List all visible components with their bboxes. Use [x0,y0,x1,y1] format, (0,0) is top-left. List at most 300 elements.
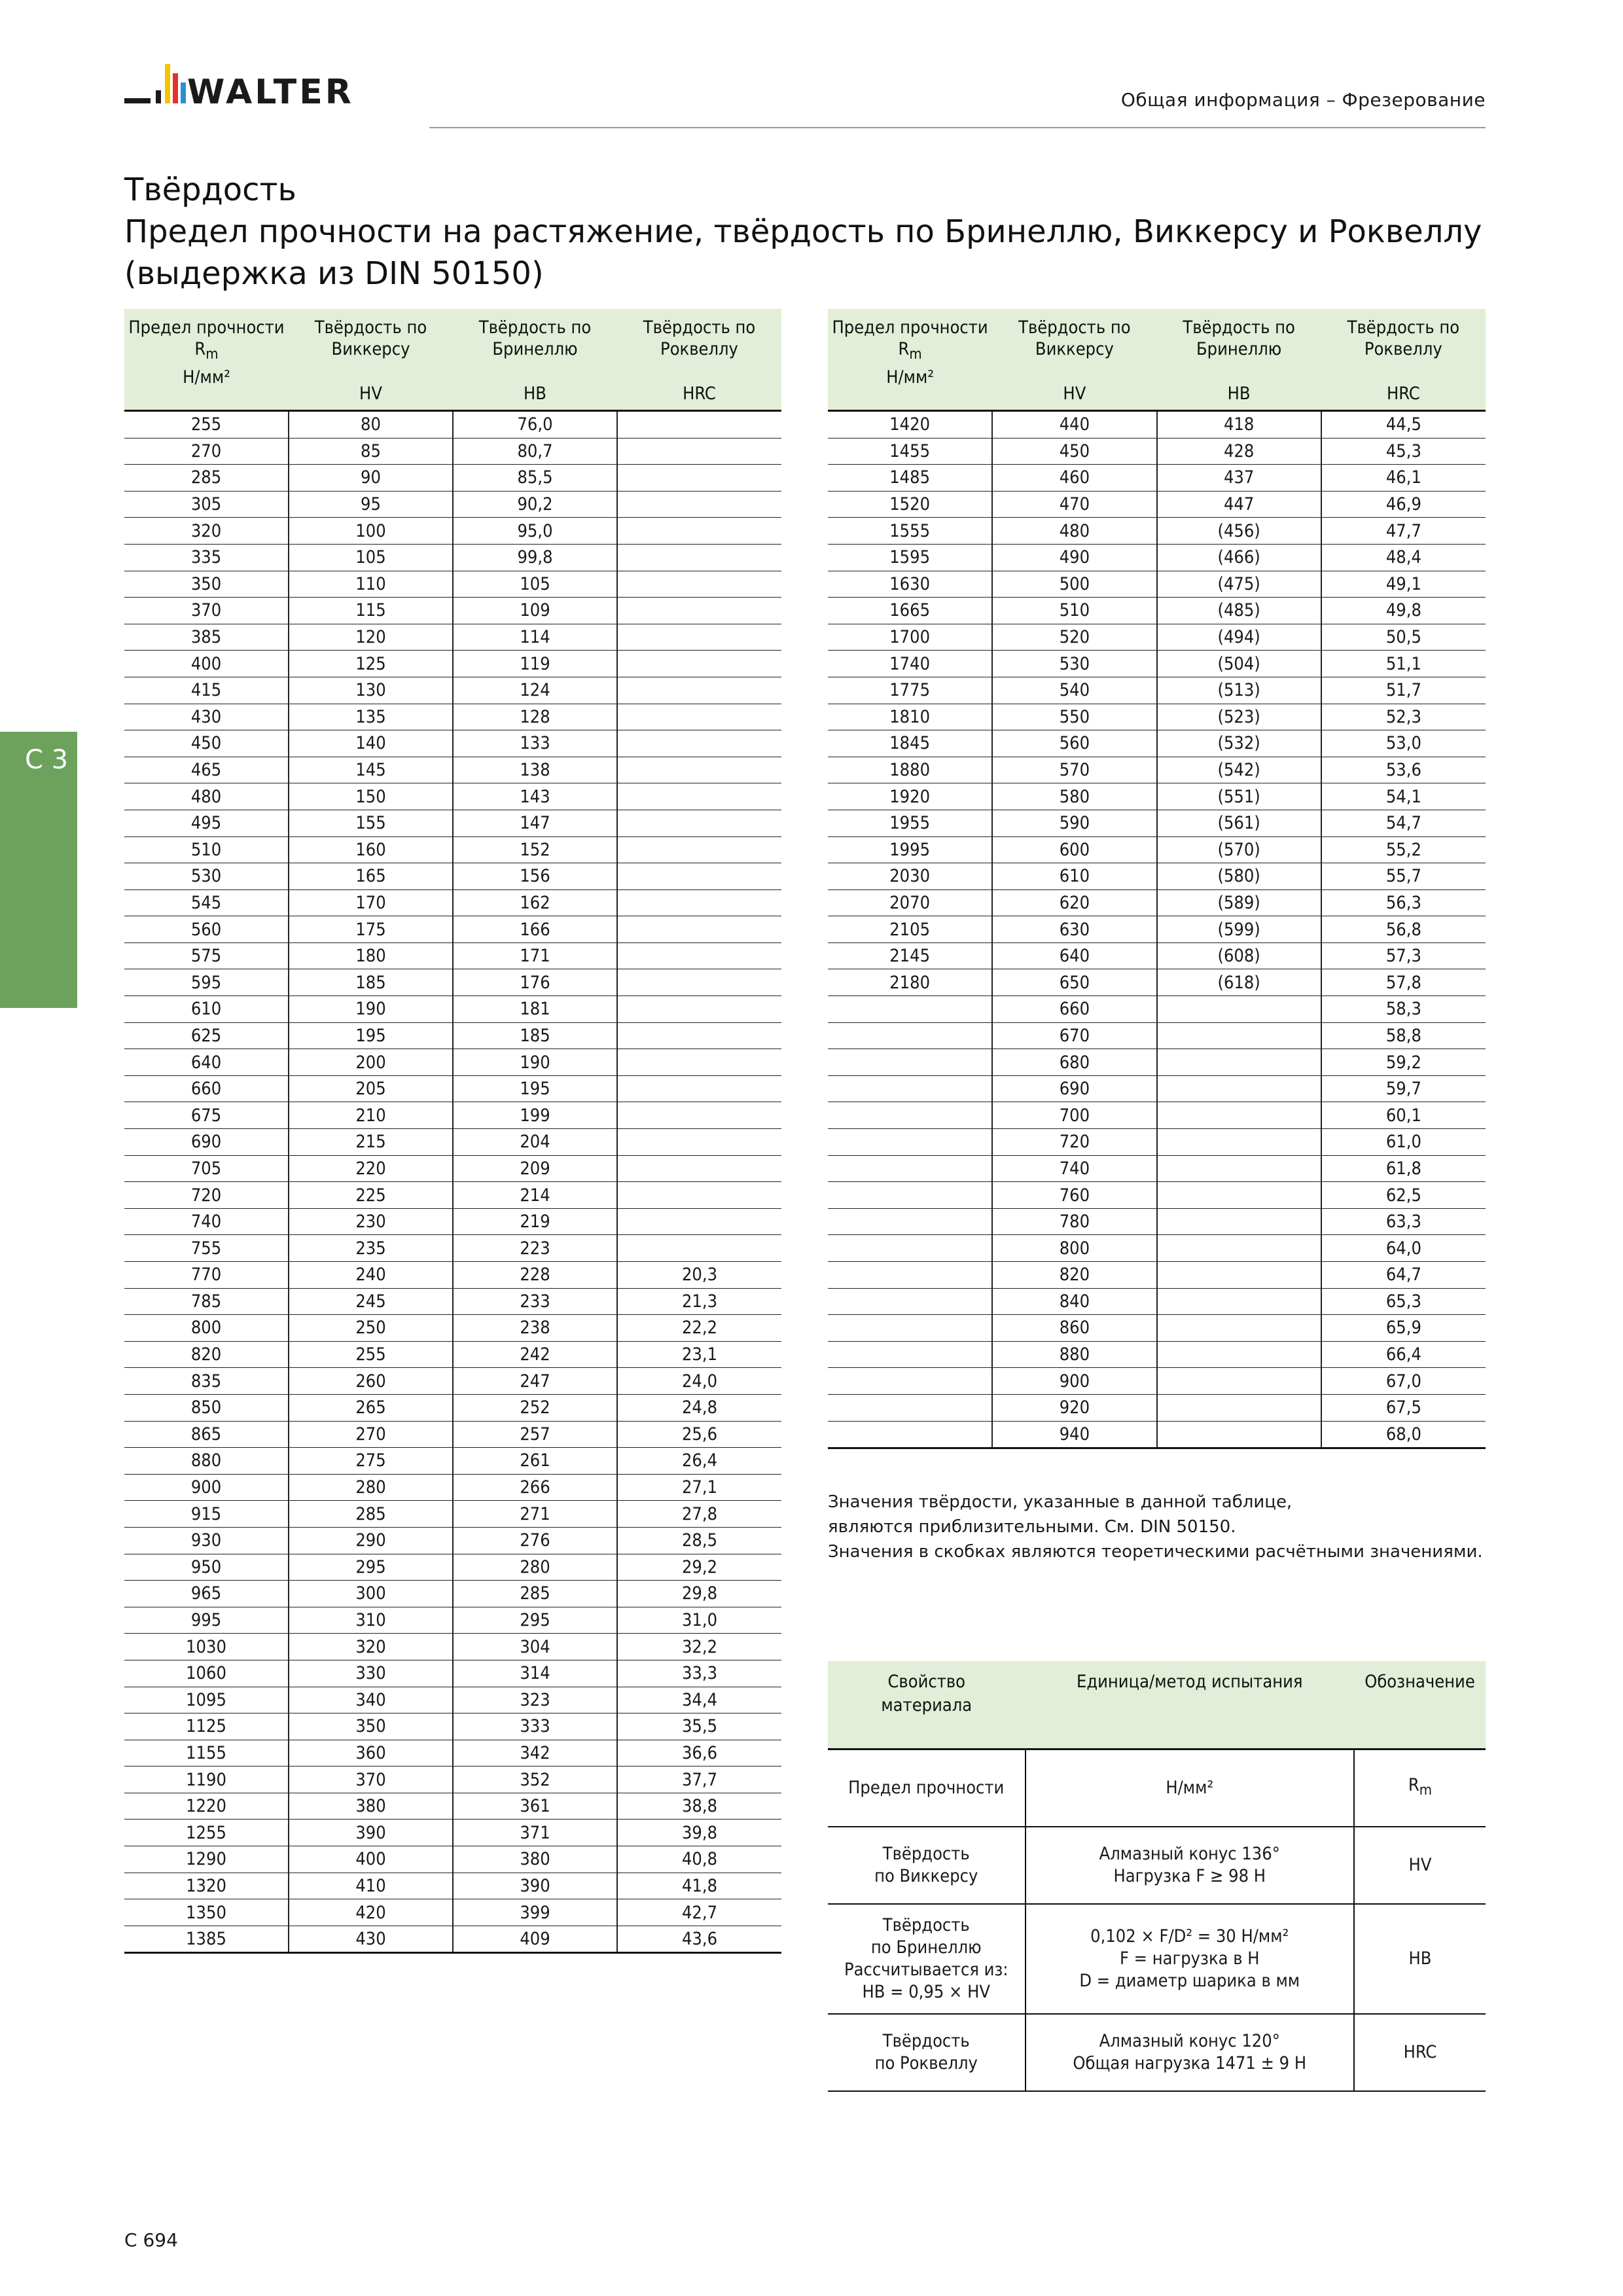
table-cell [617,598,781,624]
table-cell [828,1102,992,1129]
table-cell [617,438,781,465]
table-row [124,1208,781,1235]
props-cell: HRC [1354,2014,1486,2091]
table-row [828,889,1486,916]
table-cell: 29,2 [617,1554,781,1581]
table-cell [617,677,781,704]
table-cell: 55,2 [1321,836,1486,863]
table-cell: 600 [992,836,1156,863]
table-cell: 85 [289,438,453,465]
table-cell: 195 [289,1022,453,1049]
table-cell: 50,5 [1321,624,1486,651]
table-row [124,757,781,783]
table-cell: 223 [453,1235,617,1262]
table-cell: 1350 [124,1899,289,1926]
props-cell: Предел прочности [828,1749,1026,1827]
table-cell: 21,3 [617,1288,781,1315]
table-cell: 800 [124,1315,289,1342]
table-cell: 40,8 [617,1846,781,1873]
table-cell [617,1235,781,1262]
col-header-strength: Предел прочности $R_m$ Н/мм² [124,309,289,411]
brand-text: WALTER [187,73,354,112]
table-cell: 105 [289,544,453,571]
table-row [828,598,1486,624]
table-cell: 440 [992,411,1156,439]
table-cell: 35,5 [617,1713,781,1740]
table-cell [828,1129,992,1156]
table-row [124,677,781,704]
table-cell: 2030 [828,863,992,890]
table-row [124,1288,781,1315]
table-cell [828,1315,992,1342]
table-cell: 740 [124,1208,289,1235]
table-cell: 43,6 [617,1926,781,1953]
table-cell [828,1368,992,1395]
table-cell [617,571,781,598]
table-cell [1157,1421,1321,1448]
table-cell: 210 [289,1102,453,1129]
table-row [828,1049,1486,1076]
table-row [124,996,781,1023]
table-cell: 800 [992,1235,1156,1262]
table-row [124,1713,781,1740]
table-cell: 51,7 [1321,677,1486,704]
table-cell: 545 [124,889,289,916]
table-cell [617,411,781,439]
table-cell: 480 [124,783,289,810]
table-cell: 295 [453,1607,617,1634]
table-cell: 1190 [124,1767,289,1793]
table-cell: 560 [124,916,289,943]
table-row [124,1421,781,1448]
table-cell: 610 [124,996,289,1023]
table-cell: 850 [124,1394,289,1421]
table-cell: 252 [453,1394,617,1421]
table-cell: 2180 [828,969,992,996]
table-cell: (618) [1157,969,1321,996]
table-cell: (466) [1157,544,1321,571]
table-cell: 860 [992,1315,1156,1342]
table-cell [828,1394,992,1421]
table-cell: 109 [453,598,617,624]
table-cell: 46,1 [1321,465,1486,492]
table-cell: 570 [992,757,1156,783]
col-header-vickers: Твёрдость по Виккерсу HV [992,309,1156,411]
table-cell [1157,1394,1321,1421]
table-cell: 1555 [828,518,992,545]
table-cell: 271 [453,1501,617,1528]
table-cell: 261 [453,1448,617,1475]
table-row [124,1474,781,1501]
table-cell: 465 [124,757,289,783]
table-cell: 470 [992,491,1156,518]
table-cell: 95 [289,491,453,518]
table-cell: 630 [992,916,1156,943]
table-cell: 65,3 [1321,1288,1486,1315]
table-cell: 152 [453,836,617,863]
table-row [124,836,781,863]
table-row [124,730,781,757]
table-cell [828,1155,992,1182]
table-cell: 242 [453,1341,617,1368]
table-row [124,1926,781,1953]
table-cell: 38,8 [617,1793,781,1820]
table-cell: (542) [1157,757,1321,783]
page-title [124,169,1482,295]
table-cell: 175 [289,916,453,943]
table-cell: 1385 [124,1926,289,1953]
table-row [124,1687,781,1713]
table-row [124,1262,781,1289]
table-cell: 119 [453,651,617,677]
table-cell: 1740 [828,651,992,677]
table-cell: 595 [124,969,289,996]
table-cell: 1920 [828,783,992,810]
table-row [828,863,1486,890]
table-cell: 190 [289,996,453,1023]
table-cell: 400 [289,1846,453,1873]
table-cell: 41,8 [617,1873,781,1899]
table-cell: 785 [124,1288,289,1315]
table-cell: 285 [289,1501,453,1528]
table-cell: 380 [289,1793,453,1820]
table-row [124,1607,781,1634]
table-cell: 171 [453,942,617,969]
table-row [124,1075,781,1102]
table-cell [617,889,781,916]
table-cell [828,1421,992,1448]
table-cell [617,1022,781,1049]
table-cell: (551) [1157,783,1321,810]
table-row [828,491,1486,518]
table-cell: 490 [992,544,1156,571]
table-cell: 900 [124,1474,289,1501]
props-header-symbol: Обозначение [1354,1661,1486,1749]
table-cell: 26,4 [617,1448,781,1475]
table-cell: 720 [124,1182,289,1209]
table-cell: 1095 [124,1687,289,1713]
table-cell: 52,3 [1321,704,1486,730]
table-cell: 380 [453,1846,617,1873]
table-row [828,810,1486,836]
table-cell: 105 [453,571,617,598]
props-cell: HB [1354,1904,1486,2014]
table-cell: 930 [124,1527,289,1554]
table-cell: 64,7 [1321,1262,1486,1289]
table-cell: 51,1 [1321,651,1486,677]
table-cell [617,1155,781,1182]
table-cell: 44,5 [1321,411,1486,439]
table-cell: 1955 [828,810,992,836]
col-header-rockwell: Твёрдость по Роквеллу HRC [617,309,781,411]
table-cell: 1060 [124,1660,289,1687]
table-cell: 64,0 [1321,1235,1486,1262]
table-row [828,624,1486,651]
table-cell: 238 [453,1315,617,1342]
table-cell: 20,3 [617,1262,781,1289]
table-cell: 61,0 [1321,1129,1486,1156]
table-cell: 2145 [828,942,992,969]
table-cell: 145 [289,757,453,783]
table-cell [617,491,781,518]
table-cell: 130 [289,677,453,704]
table-cell: 700 [992,1102,1156,1129]
table-cell: 160 [289,836,453,863]
props-header-row [828,1661,1486,1749]
table-cell: 1455 [828,438,992,465]
table-cell [828,1022,992,1049]
table-cell: (532) [1157,730,1321,757]
table-cell: 409 [453,1926,617,1953]
table-row [124,942,781,969]
table-cell [617,1129,781,1156]
table-cell: 143 [453,783,617,810]
table-cell: 390 [453,1873,617,1899]
table-row [828,1182,1486,1209]
table-cell: 385 [124,624,289,651]
properties-table [828,1661,1486,2092]
table-cell: 1700 [828,624,992,651]
table-cell [828,1075,992,1102]
table-cell: (561) [1157,810,1321,836]
table-row [124,704,781,730]
table-row [828,916,1486,943]
table-row [828,1155,1486,1182]
table-cell: 1320 [124,1873,289,1899]
table-row [828,1262,1486,1289]
table-cell: 450 [124,730,289,757]
table-row [828,651,1486,677]
table-cell: 27,1 [617,1474,781,1501]
table-cell: 1595 [828,544,992,571]
table-row [828,1235,1486,1262]
table-cell: 820 [992,1262,1156,1289]
props-cell: Н/мм² [1026,1749,1355,1827]
table-row [124,1394,781,1421]
walter-logo [124,59,406,118]
props-cell: $R_m$ [1354,1749,1486,1827]
table-cell: 220 [289,1155,453,1182]
table-cell: 45,3 [1321,438,1486,465]
table-cell: 510 [992,598,1156,624]
props-header-property: Свойство материала [828,1661,1026,1749]
table-row [828,730,1486,757]
section-header: Общая информация – Фрезерование [1120,89,1486,111]
table-cell: 1520 [828,491,992,518]
table-cell: 330 [289,1660,453,1687]
table-row [828,704,1486,730]
table-cell: 1665 [828,598,992,624]
table-cell: 625 [124,1022,289,1049]
table-cell [617,1182,781,1209]
table-cell: 58,3 [1321,996,1486,1023]
table-cell: 49,1 [1321,571,1486,598]
table-cell: 95,0 [453,518,617,545]
table-cell: (494) [1157,624,1321,651]
table-cell: 47,7 [1321,518,1486,545]
table-row [828,1129,1486,1156]
table-cell: 59,7 [1321,1075,1486,1102]
props-row [828,1904,1486,2014]
table-row [124,1899,781,1926]
table-cell: 880 [992,1341,1156,1368]
table-cell: 54,1 [1321,783,1486,810]
table-cell: 100 [289,518,453,545]
table-cell: 39,8 [617,1820,781,1846]
table-cell: 1125 [124,1713,289,1740]
table-cell: 155 [289,810,453,836]
table-cell: 200 [289,1049,453,1076]
table-cell: 162 [453,889,617,916]
table-cell: 156 [453,863,617,890]
table-cell: 415 [124,677,289,704]
table-cell: 314 [453,1660,617,1687]
table-cell: 199 [453,1102,617,1129]
table-cell: 450 [992,438,1156,465]
table-cell [617,624,781,651]
table-cell: 995 [124,1607,289,1634]
table-cell: 185 [289,969,453,996]
table-cell: 138 [453,757,617,783]
table-cell: 165 [289,863,453,890]
table-cell: 620 [992,889,1156,916]
table-row [124,1182,781,1209]
table-row [828,1368,1486,1395]
props-cell: Твёрдость по Роквеллу [828,2014,1026,2091]
table-cell: 63,3 [1321,1208,1486,1235]
table-row [124,411,781,439]
table-cell: 176 [453,969,617,996]
table-cell: 610 [992,863,1156,890]
table-cell: 68,0 [1321,1421,1486,1448]
table-cell: 290 [289,1527,453,1554]
table-row [124,598,781,624]
props-cell: HV [1354,1827,1486,1904]
title-line-3: (выдержка из DIN 50150) [124,255,544,292]
table-cell [1157,1235,1321,1262]
table-row [828,411,1486,439]
table-cell: 285 [124,465,289,492]
table-row [124,1315,781,1342]
table-cell [617,1049,781,1076]
table-cell: 99,8 [453,544,617,571]
table-cell: 430 [289,1926,453,1953]
table-cell: 840 [992,1288,1156,1315]
table-cell: 247 [453,1368,617,1395]
table-cell: 660 [124,1075,289,1102]
table-cell: 270 [289,1421,453,1448]
table-cell [828,1262,992,1289]
table-row [124,969,781,996]
table-cell: 430 [124,704,289,730]
table-cell: 214 [453,1182,617,1209]
table-cell: 37,7 [617,1767,781,1793]
table-cell: 2105 [828,916,992,943]
table-cell: 46,9 [1321,491,1486,518]
table-cell: 640 [124,1049,289,1076]
table-cell: 133 [453,730,617,757]
table-row [124,810,781,836]
table-cell: 370 [124,598,289,624]
table-row [124,1049,781,1076]
table-cell [617,942,781,969]
table-cell: 1630 [828,571,992,598]
table-row [124,651,781,677]
table-cell: 125 [289,651,453,677]
table-cell: 400 [124,651,289,677]
table-row [828,996,1486,1023]
table-cell: 205 [289,1075,453,1102]
table-cell: 670 [992,1022,1156,1049]
table-cell: 520 [992,624,1156,651]
table-cell [1157,1368,1321,1395]
table-notes [828,1490,1483,1564]
table-cell: 22,2 [617,1315,781,1342]
table-cell: 180 [289,942,453,969]
table-cell: 510 [124,836,289,863]
table-row [124,1155,781,1182]
table-cell: 575 [124,942,289,969]
table-cell: 865 [124,1421,289,1448]
table-cell: 940 [992,1421,1156,1448]
table-cell: 228 [453,1262,617,1289]
note-line-2: являются приблизительными. См. DIN 50150. [828,1517,1236,1537]
table-cell: 135 [289,704,453,730]
table-cell: (580) [1157,863,1321,890]
table-header-row [124,309,781,411]
table-cell: 350 [289,1713,453,1740]
table-cell [617,1208,781,1235]
table-cell [617,969,781,996]
table-row [828,1102,1486,1129]
table-cell: 124 [453,677,617,704]
table-cell: 305 [124,491,289,518]
table-cell: 740 [992,1155,1156,1182]
table-cell: 85,5 [453,465,617,492]
table-row [124,1554,781,1581]
table-cell: 150 [289,783,453,810]
table-cell [1157,1102,1321,1129]
table-cell: 34,4 [617,1687,781,1713]
table-cell: 361 [453,1793,617,1820]
table-row [124,624,781,651]
table-cell: 53,6 [1321,757,1486,783]
table-cell [1157,1129,1321,1156]
table-cell: 67,5 [1321,1394,1486,1421]
table-cell [1157,996,1321,1023]
table-cell: 580 [992,783,1156,810]
table-cell: 215 [289,1129,453,1156]
table-cell: 54,7 [1321,810,1486,836]
table-row [124,1660,781,1687]
table-cell [617,544,781,571]
table-cell: 219 [453,1208,617,1235]
table-cell: 352 [453,1767,617,1793]
table-cell: 1255 [124,1820,289,1846]
table-cell: 230 [289,1208,453,1235]
table-row [124,889,781,916]
table-cell [828,1235,992,1262]
note-line-1: Значения твёрдости, указанные в данной таблице, [828,1492,1293,1512]
table-row [124,518,781,545]
table-row [828,1075,1486,1102]
col-header-strength: Предел прочности $R_m$ Н/мм² [828,309,992,411]
table-cell: 49,8 [1321,598,1486,624]
table-cell: 285 [453,1581,617,1607]
table-cell: 257 [453,1421,617,1448]
table-cell [1157,1182,1321,1209]
table-cell: 80,7 [453,438,617,465]
